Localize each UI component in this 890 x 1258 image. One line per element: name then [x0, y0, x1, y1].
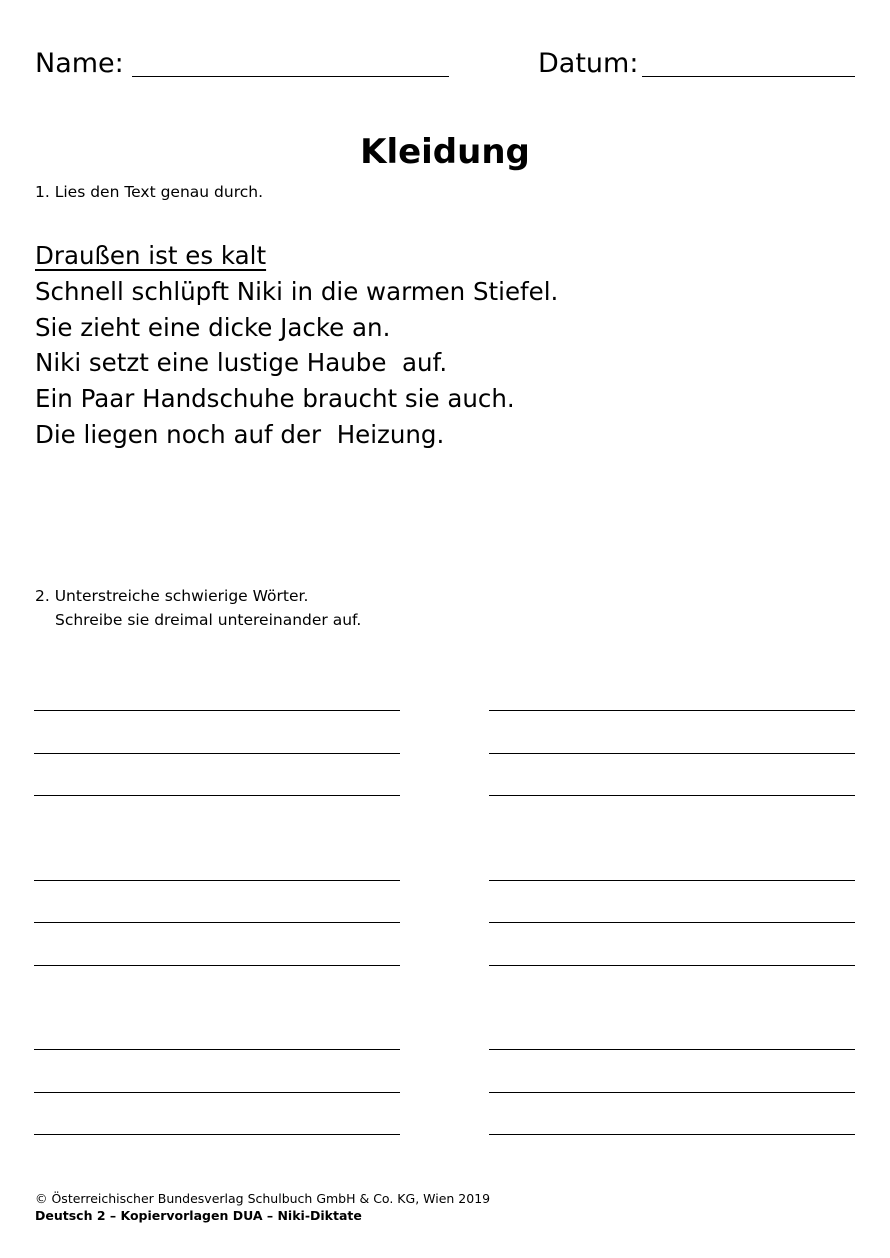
story-line: Die liegen noch auf der Heizung.	[35, 419, 445, 449]
writing-line[interactable]	[34, 795, 400, 796]
writing-line[interactable]	[489, 922, 855, 923]
writing-line[interactable]	[489, 965, 855, 966]
writing-line[interactable]	[489, 753, 855, 754]
writing-line[interactable]	[34, 965, 400, 966]
writing-line[interactable]	[34, 1049, 400, 1050]
name-write-line[interactable]	[132, 76, 449, 77]
task1-instruction: 1. Lies den Text genau durch.	[35, 183, 264, 201]
writing-line[interactable]	[489, 795, 855, 796]
task2-instruction-line1: 2. Unterstreiche schwierige Wörter.	[35, 587, 309, 605]
footer-series: Deutsch 2 – Kopiervorlagen DUA – Niki-Diktate	[35, 1208, 362, 1223]
writing-line[interactable]	[489, 710, 855, 711]
task2-instruction-line2: Schreibe sie dreimal untereinander auf.	[55, 611, 362, 629]
page-title: Kleidung	[360, 132, 530, 172]
writing-line[interactable]	[489, 1134, 855, 1135]
writing-line[interactable]	[34, 753, 400, 754]
footer	[35, 1190, 490, 1224]
story-line: Ein Paar Handschuhe braucht sie auch.	[35, 384, 515, 414]
writing-line[interactable]	[34, 710, 400, 711]
date-label: Datum:	[538, 48, 639, 79]
story-text	[35, 238, 558, 453]
story-line: Niki setzt eine lustige Haube auf.	[35, 348, 448, 378]
writing-line[interactable]	[34, 1134, 400, 1135]
writing-line[interactable]	[489, 1092, 855, 1093]
writing-line[interactable]	[34, 922, 400, 923]
story-title: Draußen ist es kalt	[35, 241, 267, 270]
story-line: Schnell schlüpft Niki in die warmen Stiefel.	[35, 276, 559, 306]
date-write-line[interactable]	[642, 76, 855, 77]
footer-copyright: © Österreichischer Bundesverlag Schulbuch GmbH & Co. KG, Wien 2019	[35, 1191, 491, 1206]
writing-line[interactable]	[489, 1049, 855, 1050]
writing-line[interactable]	[489, 880, 855, 881]
story-line: Sie zieht eine dicke Jacke an.	[35, 312, 391, 342]
writing-line[interactable]	[34, 1092, 400, 1093]
writing-line[interactable]	[34, 880, 400, 881]
name-label: Name:	[35, 48, 124, 79]
